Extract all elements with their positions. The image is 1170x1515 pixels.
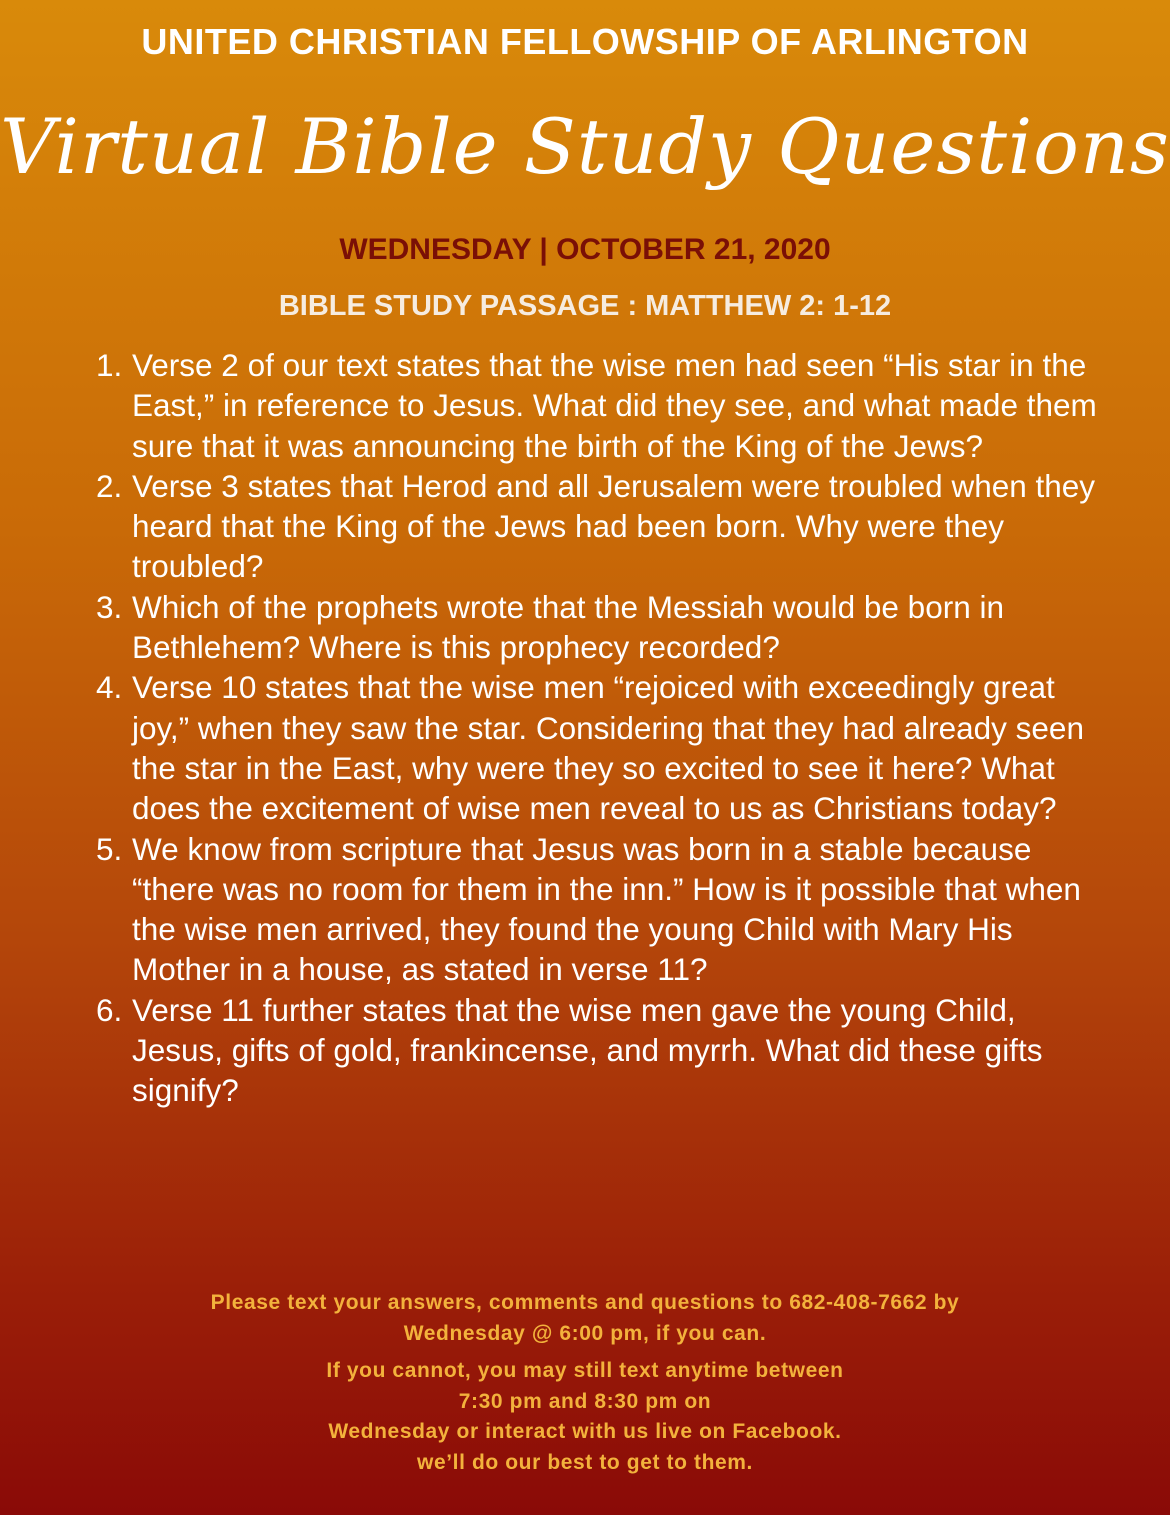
instruction-line: we’ll do our best to get to them. xyxy=(417,1450,753,1474)
instruction-line: Wednesday or interact with us live on Facebook. xyxy=(328,1420,842,1443)
question-list xyxy=(96,345,1106,1111)
page-title: Virtual Bible Study Questions xyxy=(0,102,1170,191)
question-number: 6. xyxy=(96,991,123,1028)
question-item xyxy=(96,466,1106,587)
question-item xyxy=(96,990,1106,1111)
question-text: Verse 11 further states that the wise men gave the young Child, Jesus, gifts of gold, frankincense, and myrrh. What did these gifts signify? xyxy=(132,991,1043,1109)
instruction-line: Wednesday @ 6:00 pm, if you can. xyxy=(403,1321,767,1345)
question-item xyxy=(96,829,1106,990)
question-number: 4. xyxy=(96,669,123,706)
question-item xyxy=(96,345,1106,466)
instruction-line: 7:30 pm and 8:30 pm on xyxy=(458,1389,712,1413)
question-item xyxy=(96,667,1106,828)
question-number: 1. xyxy=(96,347,123,383)
organization-name: UNITED CHRISTIAN FELLOWSHIP OF ARLINGTON xyxy=(141,21,1029,62)
question-number: 5. xyxy=(96,830,123,867)
alternate-instructions xyxy=(0,1356,1170,1478)
study-date: WEDNESDAY | OCTOBER 21, 2020 xyxy=(339,233,831,266)
study-passage: BIBLE STUDY PASSAGE : MATTHEW 2: 1-12 xyxy=(278,290,892,322)
submission-instructions xyxy=(0,1288,1170,1349)
question-number: 2. xyxy=(96,467,123,504)
question-text: Verse 2 of our text states that the wise men had seen “His star in the East,” in reference to Jesus. What did they see, and what made them sure that it was announcing the birth of the King of the Jews? xyxy=(132,347,1097,464)
instruction-line: Please text your answers, comments and questions to 682-408-7662 by xyxy=(210,1291,960,1314)
question-text: Which of the prophets wrote that the Messiah would be born in Bethlehem? Where is this prophecy recorded? xyxy=(132,588,1004,666)
question-text: We know from scripture that Jesus was born in a stable because “there was no room for them in the inn.” How is it possible that when the wise men arrived, they found the young Child with Mary His Mother in a house, as stated in verse 11? xyxy=(132,830,1081,988)
question-text: Verse 10 states that the wise men “rejoiced with exceedingly great joy,” when they saw the star. Considering that they had already seen the star in the East, why were they so excited to see it here? What does the excitement of wise men reveal to us as Christians today? xyxy=(132,669,1084,827)
question-text: Verse 3 states that Herod and all Jerusalem were troubled when they heard that the King of the Jews had been born. Why were they troubled? xyxy=(132,467,1096,585)
question-number: 3. xyxy=(96,588,123,625)
question-item xyxy=(96,587,1106,668)
instruction-line: If you cannot, you may still text anytime between xyxy=(326,1359,844,1382)
